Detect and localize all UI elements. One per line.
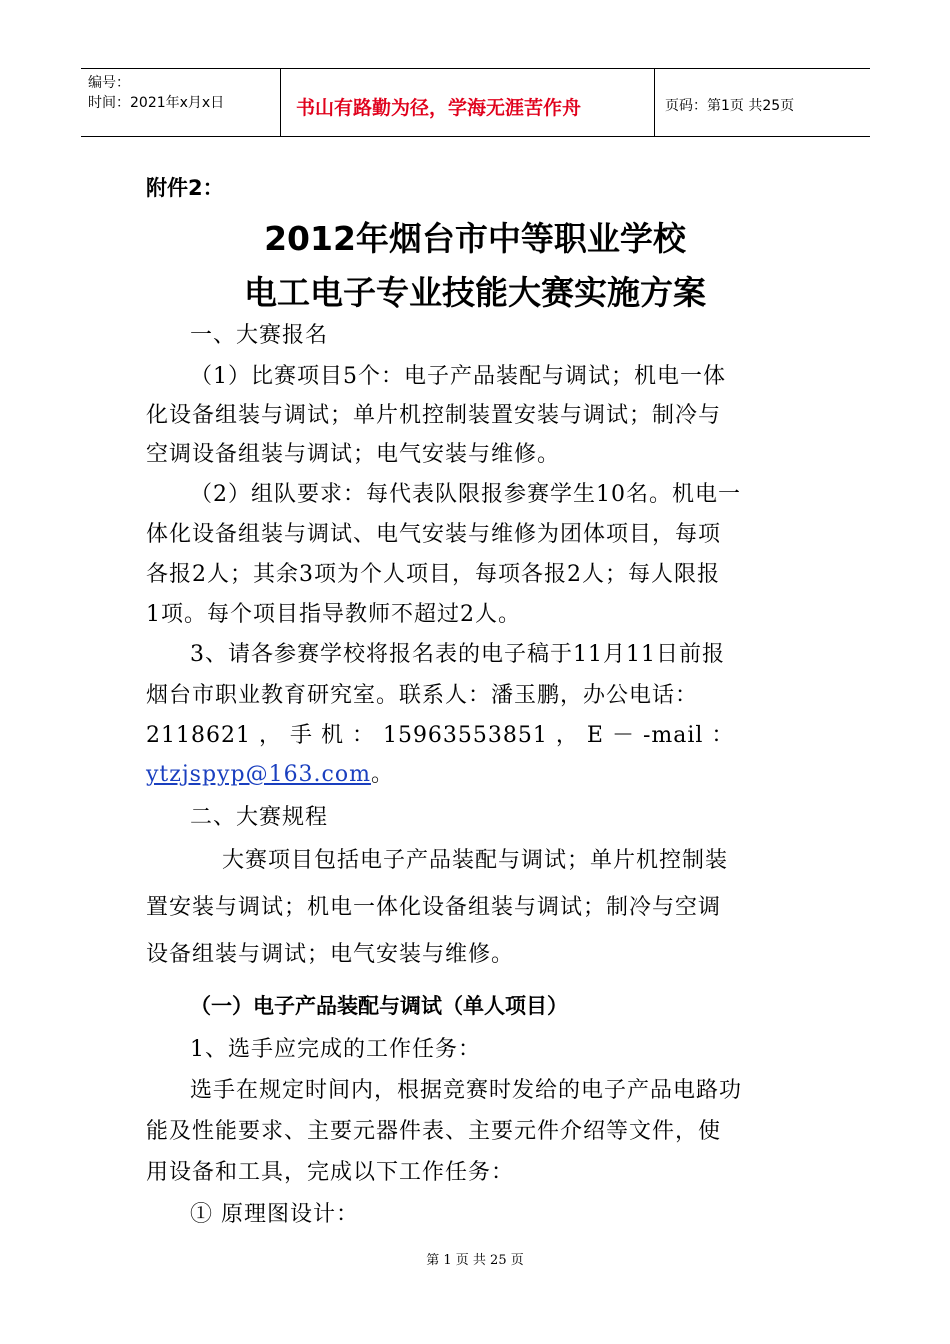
list-item-schematic-design: ① 原理图设计： (190, 1202, 359, 1227)
paragraph-line: 设备组装与调试；电气安装与维修。 (146, 942, 515, 967)
header-divider-right (654, 68, 655, 136)
page-footer: 第 1 页 共 25 页 (426, 1253, 524, 1268)
paragraph-line: 置安装与调试；机电一体化设备组装与调试；制冷与空调 (146, 895, 722, 920)
header-motto: 书山有路勤为径，学海无涯苦作舟 (296, 97, 582, 119)
paragraph-line: 选手在规定时间内，根据竞赛时发给的电子产品电路功 (190, 1078, 743, 1103)
paragraph-line: 空调设备组装与调试；电气安装与维修。 (146, 442, 561, 467)
section-heading-rules: 二、大赛规程 (190, 805, 329, 830)
header-number-label: 编号： (88, 75, 130, 91)
header-top-rule (81, 68, 870, 69)
header-bottom-rule (81, 136, 870, 137)
paragraph-line: 2118621 ， 手 机 ： 15963553851 ， E － -mail ： (146, 723, 735, 748)
paragraph-line: 能及性能要求、主要元器件表、主要元件介绍等文件，使 (146, 1119, 722, 1144)
header-date-label: 时间：2021年x月x日 (88, 95, 225, 111)
paragraph-line: 大赛项目包括电子产品装配与调试；单片机控制装 (222, 848, 729, 873)
paragraph-line: （2）组队要求：每代表队限报参赛学生10名。机电一 (190, 482, 741, 507)
paragraph-line: 烟台市职业教育研究室。联系人：潘玉鹏，办公电话： (146, 683, 699, 708)
paragraph-line: （1）比赛项目5个：电子产品装配与调试；机电一体 (190, 364, 726, 389)
paragraph-line: 化设备组装与调试；单片机控制装置安装与调试；制冷与 (146, 403, 722, 428)
email-link[interactable]: ytzjspyp@163.com (146, 762, 371, 787)
attachment-label: 附件2： (146, 176, 224, 200)
paragraph-line: 体化设备组装与调试、电气安装与维修为团体项目，每项 (146, 522, 722, 547)
paragraph-line: 用设备和工具，完成以下工作任务： (146, 1160, 515, 1185)
section-heading-registration: 一、大赛报名 (190, 323, 329, 348)
header-divider-left (280, 68, 281, 136)
email-line-tail: 。 (370, 762, 394, 787)
subsection-heading-electronic-assembly: （一）电子产品装配与调试（单人项目） (190, 994, 568, 1018)
paragraph-line: 1项。每个项目指导教师不超过2人。 (146, 602, 521, 627)
paragraph-line: 各报2人；其余3项为个人项目，每项各报2人；每人限报 (146, 562, 720, 587)
email-line (146, 757, 394, 788)
paragraph-line: 3、请各参赛学校将报名表的电子稿于11月11日前报 (190, 642, 725, 667)
header-page-info: 页码：第1页 共25页 (665, 98, 795, 114)
task-heading: 1、选手应完成的工作任务： (190, 1037, 481, 1062)
document-title-line1: 2012年烟台市中等职业学校 (264, 219, 686, 258)
document-title-line2: 电工电子专业技能大赛实施方案 (244, 273, 706, 312)
